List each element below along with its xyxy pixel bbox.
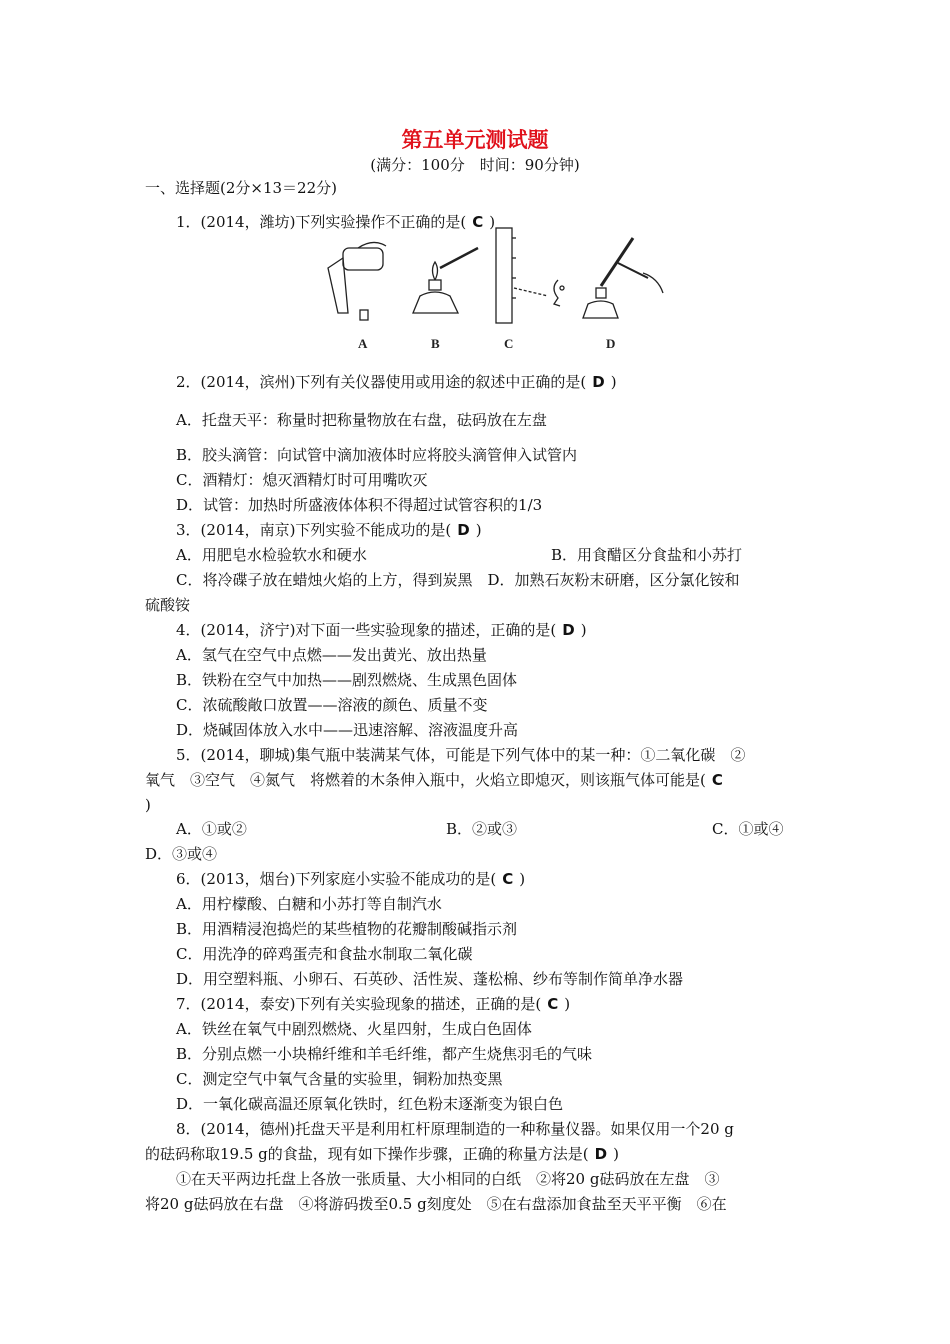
answer: C xyxy=(711,771,723,789)
option: A．用柠檬酸、白糖和小苏打等自制汽水 xyxy=(176,895,442,913)
option: A．托盘天平：称量时把称量物放在右盘，砝码放在左盘 xyxy=(176,411,547,429)
pouring-illustration xyxy=(328,242,386,320)
question-5-close: ) xyxy=(145,796,151,814)
answer: C xyxy=(547,995,559,1013)
question-1: 1．(2014，潍坊)下列实验操作不正确的是( C ) xyxy=(176,213,496,231)
option: D．③或④ xyxy=(145,845,218,863)
answer: C xyxy=(472,213,484,231)
answer: D xyxy=(594,1145,608,1163)
fig-label-a: A xyxy=(358,336,368,351)
option-continued: 硫酸铵 xyxy=(145,596,191,614)
question-2: 2．(2014，滨州)下列有关仪器使用或用途的叙述中正确的是( D ) xyxy=(176,373,617,391)
option: C．用洗净的碎鸡蛋壳和食盐水制取二氧化碳 xyxy=(176,945,473,963)
heating-tube-illustration xyxy=(583,238,663,318)
answer: C xyxy=(502,870,514,888)
graduated-cylinder-illustration xyxy=(496,228,564,323)
question-7: 7．(2014，泰安)下列有关实验现象的描述，正确的是( C ) xyxy=(176,995,571,1013)
option: C．浓硫酸敞口放置——溶液的颜色、质量不变 xyxy=(176,696,488,714)
option: C．酒精灯：熄灭酒精灯时可用嘴吹灭 xyxy=(176,471,428,489)
fig-label-d: D xyxy=(606,336,616,351)
option: B．用酒精浸泡捣烂的某些植物的花瓣制酸碱指示剂 xyxy=(176,920,518,938)
option: B．②或③ xyxy=(446,820,518,838)
option: C．①或④ xyxy=(712,820,784,838)
option: B．用食醋区分食盐和小苏打 xyxy=(551,546,743,564)
step-list-cont: 将20 g砝码放在右盘 ④将游码拨至0.5 g刻度处 ⑤在右盘添加食盐至天平平衡 ⑥在 xyxy=(145,1195,727,1213)
question-8-cont: 的砝码称取19.5 g的食盐，现有如下操作步骤，正确的称量方法是( D ) xyxy=(145,1145,619,1163)
answer: D xyxy=(592,373,605,391)
option: D．烧碱固体放入水中——迅速溶解、溶液温度升高 xyxy=(176,721,519,739)
lab-operations-figure xyxy=(318,218,678,356)
option: B．铁粉在空气中加热——剧烈燃烧、生成黑色固体 xyxy=(176,671,518,689)
option: B．分别点燃一小块棉纤维和羊毛纤维，都产生烧焦羽毛的气味 xyxy=(176,1045,593,1063)
question-5-cont: 氧气 ③空气 ④氮气 将燃着的木条伸入瓶中，火焰立即熄灭，则该瓶气体可能是( C xyxy=(145,771,723,789)
question-8: 8．(2014，德州)托盘天平是利用杠杆原理制造的一种称量仪器。如果仅用一个20 g xyxy=(176,1120,734,1138)
option: D．用空塑料瓶、小卵石、石英砂、活性炭、蓬松棉、纱布等制作简单净水器 xyxy=(176,970,684,988)
option: A．铁丝在氧气中剧烈燃烧、火星四射，生成白色固体 xyxy=(176,1020,532,1038)
question-3: 3．(2014，南京)下列实验不能成功的是( D ) xyxy=(176,521,482,539)
option: A．①或② xyxy=(176,820,247,838)
alcohol-lamp-illustration xyxy=(413,248,478,313)
question-stem: 1．(2014，潍坊)下列实验操作不正确的是( xyxy=(176,213,467,231)
option: A．用肥皂水检验软水和硬水 xyxy=(176,546,367,564)
answer: D xyxy=(562,621,575,639)
option: C．将冷碟子放在蜡烛火焰的上方，得到炭黑 D．加熟石灰粉末研磨，区分氯化铵和 xyxy=(176,571,740,589)
question-6: 6．(2013，烟台)下列家庭小实验不能成功的是( C ) xyxy=(176,870,526,888)
step-list: ①在天平两边托盘上各放一张质量、大小相同的白纸 ②将20 g砝码放在左盘 ③ xyxy=(176,1170,720,1188)
fig-label-b: B xyxy=(431,336,440,351)
page-title: 第五单元测试题 xyxy=(401,128,549,152)
option: D．一氧化碳高温还原氧化铁时，红色粉末逐渐变为银白色 xyxy=(176,1095,564,1113)
fig-label-c: C xyxy=(504,336,514,351)
question-5: 5．(2014，聊城)集气瓶中装满某气体，可能是下列气体中的某一种：①二氧化碳 ② xyxy=(176,746,746,764)
question-4: 4．(2014，济宁)对下面一些实验现象的描述，正确的是( D ) xyxy=(176,621,587,639)
answer: D xyxy=(457,521,470,539)
option: A．氢气在空气中点燃——发出黄光、放出热量 xyxy=(176,646,487,664)
option: B．胶头滴管：向试管中滴加液体时应将胶头滴管伸入试管内 xyxy=(176,446,578,464)
section-heading: 一、选择题(2分×13＝22分) xyxy=(145,179,337,197)
page-subtitle: (满分：100分 时间：90分钟) xyxy=(370,156,580,174)
option: D．试管：加热时所盛液体体积不得超过试管容积的1/3 xyxy=(176,496,543,514)
option: C．测定空气中氧气含量的实验里，铜粉加热变黑 xyxy=(176,1070,503,1088)
